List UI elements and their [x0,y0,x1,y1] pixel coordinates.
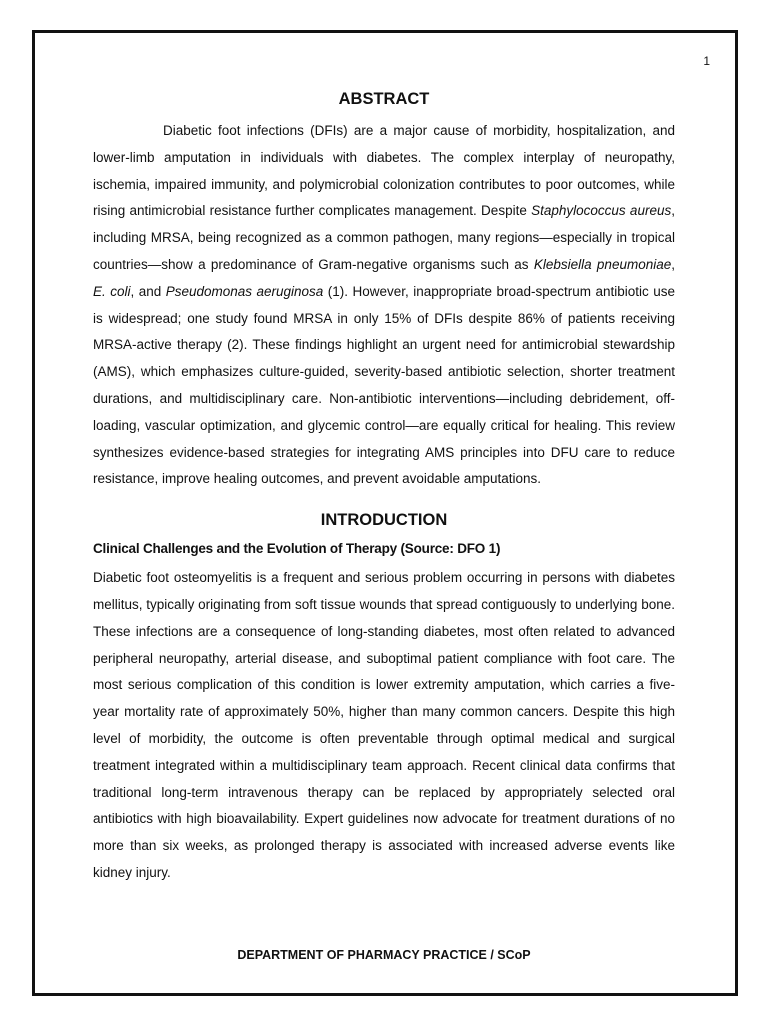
species-ecoli: E. coli [93,283,131,299]
abstract-text-4: , and [130,283,166,299]
abstract-heading: ABSTRACT [338,90,430,108]
abstract-text-3: , [671,256,675,272]
document-body [93,86,675,887]
abstract-paragraph [93,118,675,493]
abstract-text-2: , including MRSA, being recognized as a common pathogen, many regions—especially in tropical countries—show a predominance of Gram-negative organisms such as [93,203,675,272]
species-staphylococcus: Staphylococcus aureus [531,203,672,219]
introduction-paragraph: Diabetic foot osteomyelitis is a frequent and serious problem occurring in persons with diabetes mellitus, typically originating from soft tissue wounds that spread contiguously to underlying bone. These infections are a consequence of long-standing diabetes, most often related to advanced peripheral neuropathy, arterial disease, and suboptimal patient compliance with foot care. The most serious complication of this condition is lower extremity amputation, which carries a five-year mortality rate of approximately 50%, higher than many common cancers. Despite this high level of morbidity, the outcome is often preventable through optimal medical and surgical treatment integrated within a multidisciplinary team approach. Recent clinical data confirms that traditional long-term intravenous therapy can be replaced by appropriately selected oral antibiotics with high bioavailability. Expert guidelines now advocate for treatment durations of no more than six weeks, as prolonged therapy is associated with increased adverse events like kidney injury. [93,570,675,880]
species-klebsiella: Klebsiella pneumoniae [533,256,672,272]
page-footer: DEPARTMENT OF PHARMACY PRACTICE / SCoP [237,948,531,962]
introduction-subheading: Clinical Challenges and the Evolution of Therapy (Source: DFO 1) [93,541,501,557]
species-pseudomonas: Pseudomonas aeruginosa [165,283,324,299]
page-number: 1 [703,54,710,68]
introduction-heading: INTRODUCTION [320,511,448,530]
abstract-text-1: Diabetic foot infections (DFIs) are a major cause of morbidity, hospitalization, and lower-limb amputation in individuals with diabetes. The complex interplay of neuropathy, ischemia, impaired immunity, and polymicrobial colonization contributes to poor outcomes, while rising antimicrobial resistance further complicates management. Despite [93,123,675,219]
abstract-text-5: (1). However, inappropriate broad-spectrum antibiotic use is widespread; one study found MRSA in only 15% of DFIs despite 86% of patients receiving MRSA-active therapy (2). These findings highlight an urgent need for antimicrobial stewardship (AMS), which emphasizes culture-guided, severity-based antibiotic selection, shorter treatment durations, and multidisciplinary care. Non-antibiotic interventions—including debridement, off-loading, vascular optimization, and glycemic control—are equally critical for healing. This review synthesizes evidence-based strategies for integrating AMS principles into DFU care to reduce resistance, improve healing outcomes, and prevent avoidable amputations. [93,283,676,487]
